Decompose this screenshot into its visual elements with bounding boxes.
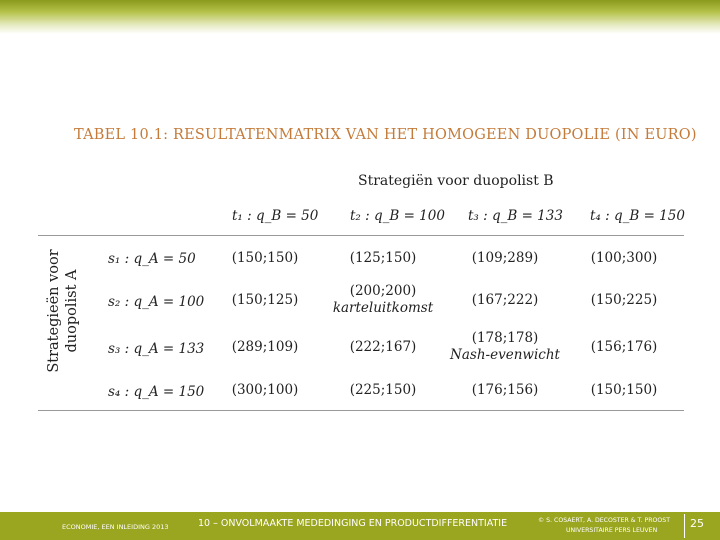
table-cell: (150;150) [590,382,658,398]
table-bottom-rule [38,410,684,411]
column-header-t3: t₃ : q_B = 133 [468,208,563,224]
column-header-t2: t₂ : q_B = 100 [350,208,445,224]
table-cell: (178;178) Nash-evenwicht [450,330,560,363]
column-group-header: Strategiën voor duopolist B [358,173,554,189]
page-number: 25 [690,517,704,530]
footer-copyright [538,516,670,536]
footer-divider [684,514,685,538]
table-cell: (225;150) [349,382,417,398]
table-cell: (156;176) [590,339,658,355]
table-cell: (289;109) [231,339,299,355]
table-cell: (167;222) [471,292,539,308]
table-cell: (109;289) [471,250,539,266]
table-cell: (100;300) [590,250,658,266]
column-header-t4: t₄ : q_B = 150 [590,208,685,224]
table-cell: (150;125) [231,292,299,308]
row-group-header [42,246,84,376]
footer-copyright-line2: UNIVERSITAIRE PERS LEUVEN [566,527,658,534]
header-band [0,0,720,34]
table-cell: (125;150) [349,250,417,266]
row-group-header-line2: duopolist A [64,269,80,353]
table-cell: (150;225) [590,292,658,308]
footer-course-title: ECONOMIE, EEN INLEIDING 2013 [62,523,169,531]
footer-chapter-title: 10 – ONVOLMAAKTE MEDEDINGING EN PRODUCTDIFFERENTIATIE [198,518,508,529]
table-top-rule [38,235,684,236]
row-label-s1: s₁ : q_A = 50 [108,251,196,267]
table-cell: (222;167) [349,339,417,355]
row-label-s2: s₂ : q_A = 100 [108,294,205,310]
cell-note-karteluitkomst: karteluitkomst [332,300,434,316]
row-label-s3: s₃ : q_A = 133 [108,341,205,357]
table-cell: (300;100) [231,382,299,398]
row-group-header-line1: Strategieën voor [46,249,62,373]
cell-note-nash-evenwicht: Nash-evenwicht [450,347,560,363]
column-header-t1: t₁ : q_B = 50 [232,208,319,224]
footer-copyright-line1: © S. COSAERT, A. DECOSTER & T. PROOST [538,517,671,524]
table-cell: (200;200) karteluitkomst [328,283,438,317]
table-cell: (176;156) [471,382,539,398]
slide-title: TABEL 10.1: RESULTATENMATRIX VAN HET HOMOGEEN DUOPOLIE (IN EURO) [74,127,697,143]
row-label-s4: s₄ : q_A = 150 [108,384,205,400]
table-cell: (150;150) [231,250,299,266]
